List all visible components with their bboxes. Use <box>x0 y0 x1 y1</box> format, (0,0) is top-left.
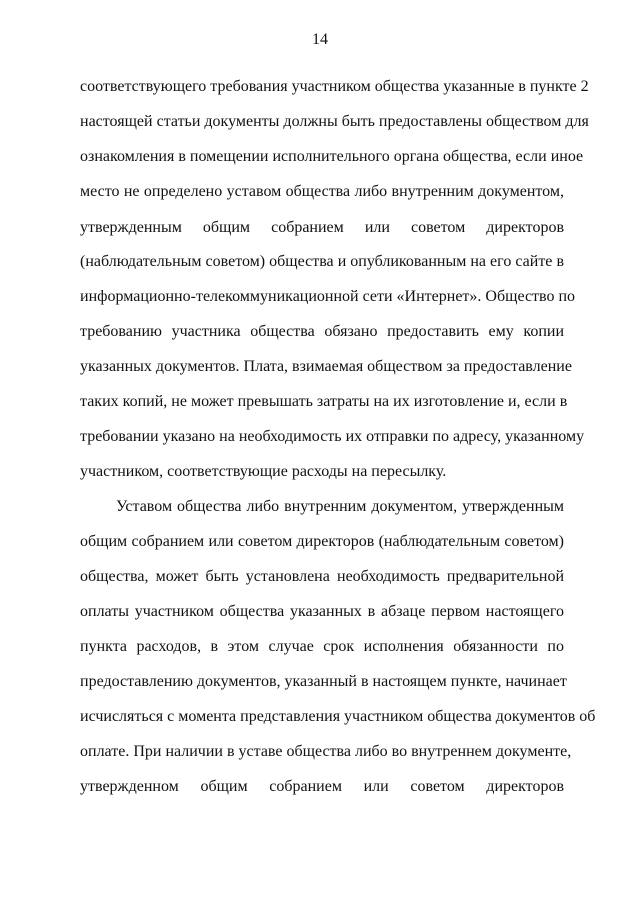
text-line: общества, может быть установлена необходимость предварительной <box>80 568 564 585</box>
text-line: утвержденном общим собранием или советом директоров <box>80 778 564 795</box>
text-line: оплате. При наличии в уставе общества либо во внутреннем документе, <box>80 743 572 760</box>
text-line: оплаты участником общества указанных в абзаце первом настоящего <box>80 603 564 620</box>
text-line: ознакомления в помещении исполнительного органа общества, если иное <box>80 148 584 165</box>
text-line: требовании указано на необходимость их отправки по адресу, указанному <box>80 428 585 445</box>
text-line: таких копий, не может превышать затраты на их изготовление и, если в <box>80 393 568 410</box>
text-line: указанных документов. Плата, взимаемая обществом за предоставление <box>80 358 572 375</box>
text-line: пункта расходов, в этом случае срок исполнения обязанности по <box>80 638 564 655</box>
text-line: предоставлению документов, указанный в настоящем пункте, начинает <box>80 673 567 690</box>
text-line: исчисляться с момента представления участником общества документов об <box>80 708 596 725</box>
text-line: утвержденным общим собранием или советом директоров <box>80 219 564 236</box>
text-line: требованию участника общества обязано предоставить ему копии <box>80 323 564 340</box>
text-line: соответствующего требования участником общества указанные в пункте 2 <box>80 78 589 95</box>
text-line: информационно-телекоммуникационной сети «Интернет». Общество по <box>80 288 576 305</box>
text-line: общим собранием или советом директоров (наблюдательным советом) <box>80 533 564 550</box>
text-line: место не определено уставом общества либо внутренним документом, <box>80 183 564 200</box>
text-line: участником, соответствующие расходы на пересылку. <box>80 463 447 480</box>
page-number: 14 <box>312 31 328 48</box>
text-line: Уставом общества либо внутренним документом, утвержденным <box>116 498 564 515</box>
text-line: (наблюдательным советом) общества и опубликованным на его сайте в <box>80 253 564 270</box>
text-line: настоящей статьи документы должны быть предоставлены обществом для <box>80 113 589 130</box>
